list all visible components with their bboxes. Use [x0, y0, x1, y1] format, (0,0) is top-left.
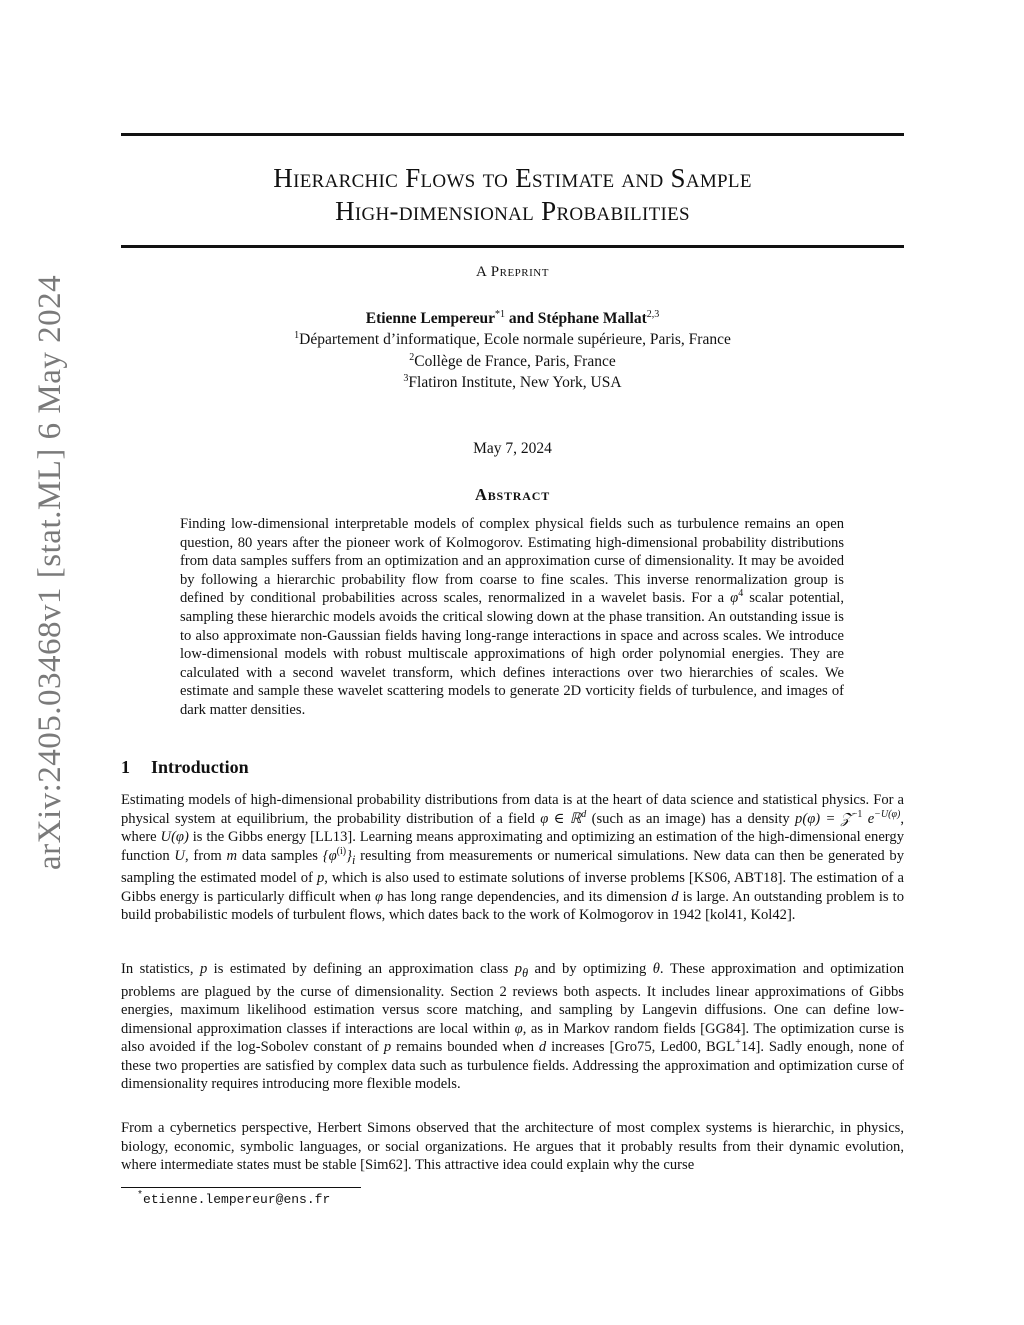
paper-title-line2: High-dimensional Probabilities [335, 196, 690, 226]
math-p: p [316, 870, 325, 887]
arxiv-side-stamp: arXiv:2405.03468v1 [stat.ML] 6 May 2024 [32, 274, 68, 870]
section-title: Introduction [151, 757, 249, 777]
paper-date: May 7, 2024 [473, 440, 552, 457]
math-U-phi: U(φ) [160, 829, 189, 846]
affiliation-2-text: Collège de France, Paris, France [414, 353, 616, 370]
author-1-marks: *1 [495, 308, 506, 320]
author-connector: and [508, 310, 534, 327]
math-phi: φ [730, 590, 739, 607]
affiliation-3-mark: 3 [403, 372, 409, 384]
affiliation-2 [121, 353, 904, 371]
math-density-exp1: −1 [851, 808, 863, 820]
math-plus: + [735, 1037, 741, 1049]
preprint-label: A Preprint [476, 264, 549, 280]
p1-text-10: is large. An outstanding problem is to build probabilistic models of turbulent flows, which dates back to the work of Kolmogorov in 1942 [kol41, Kol42]. [121, 888, 905, 924]
math-p-3: p [383, 1039, 392, 1056]
affiliation-1-text: Département d’informatique, Ecole normale supérieure, Paris, France [299, 331, 731, 348]
p2-text-1: In statistics, [121, 961, 194, 977]
paper-title-line1: Hierarchic Flows to Estimate and Sample [273, 163, 752, 193]
intro-paragraph-2 [121, 960, 904, 1094]
p2-text-7: increases [Gro75, Led00, BGL [551, 1039, 736, 1056]
math-samples-sub: i [351, 852, 356, 867]
author-line [121, 310, 904, 328]
math-samples-end: } [346, 847, 352, 864]
p1-text-7: resulting from measurements or numerical simulations. New data can then be generated by sampling the estimated model of [121, 847, 905, 887]
math-phi-var-2: φ [514, 1020, 523, 1037]
p2-text-5: , as in Markov random fields [GG84]. The optimization curse is also avoided if the log-Sobolev constant of [121, 1020, 904, 1056]
math-phi-in-R: φ ∈ ℝ [540, 810, 582, 827]
p1-text-5: , from [184, 847, 222, 864]
affiliation-3-text: Flatiron Institute, New York, USA [408, 374, 622, 391]
title-bottom-rule [121, 245, 904, 248]
affiliation-1-mark: 1 [294, 329, 300, 341]
math-p-2: p [199, 961, 208, 977]
p1-text-9: has long range dependencies, and its dimension [387, 888, 668, 905]
math-phi-var: φ [374, 888, 384, 905]
section-heading [121, 757, 249, 778]
math-samples: {φ [322, 847, 337, 864]
footnote-mark: * [137, 1190, 144, 1202]
math-phi-exponent: 4 [738, 588, 744, 600]
math-samples-sup: (i) [336, 845, 347, 857]
p1-text-1: Estimating models of high-dimensional probability distributions from data is at the heart of data science and statistical physics. For a physical system at equilibrium, the probability distribution of a field [121, 792, 904, 827]
affiliation-1 [121, 331, 904, 349]
abstract-part-2: scalar potential, sampling these hierarchic models avoids the critical slowing down at the phase transition. An outstanding issue is to also approximate non-Gaussian fields having long-range interactions in space and across scales. We introduce low-dimensional models with robust multiscale approximations of high order polynomial energies. They are calculated with a second wavelet transform, which defines interactions over two hierarchies of scales. We estimate and sample these wavelet scattering models to generate 2D vorticity fields of turbulence, and images of dark matter densities. [180, 590, 844, 718]
p2-text-8: 14]. Sadly enough, none of these two properties are satisfied by complex data such as turbulence fields. Addressing the approximation and optimization curse of dimensionality requires introducing more flexible models. [121, 1039, 904, 1093]
p2-text-2: is estimated by defining an approximation class [213, 961, 509, 977]
math-density-e: e [867, 810, 875, 827]
author-2: Stéphane Mallat [537, 310, 647, 327]
abstract-text [180, 515, 844, 720]
math-R-exponent: d [581, 808, 587, 820]
p1-text-3: , where [121, 810, 904, 846]
affiliation-2-mark: 2 [409, 351, 415, 363]
p2-text-4: . These approximation and optimization problems are plagued by the curse of dimensionality. Section 2 reviews both aspects. It includes linear approximations of Gibbs energies, maximum likelihood estimation versus score matching, and sampling by Langevin diffusions. One can define low-dimensional approximation classes if interactions are local within [121, 961, 905, 1037]
math-m: m [226, 847, 238, 864]
math-density-exp2: −U(φ) [874, 808, 901, 820]
p2-text-6: remains bounded when [396, 1039, 534, 1056]
p1-text-4: is the Gibbs energy [LL13]. Learning means approximating and optimizing an estimation of the high-dimensional energy function [121, 829, 904, 864]
intro-paragraph-3: From a cybernetics perspective, Herbert Simons observed that the architecture of most complex systems is hierarchic, in physics, biology, economic, symbolic languages, or social organizations. He argues that it probably results from their dynamic evolution, where intermediate states must be stable [Sim62]. This attractive idea could explain why the curse [121, 1120, 904, 1174]
footnote-rule [121, 1187, 361, 1188]
footnote [137, 1192, 330, 1207]
p2-text-3: and by optimizing [534, 961, 647, 977]
math-d-2: d [538, 1039, 547, 1056]
p1-text-8: , which is also used to estimate solutions of inverse problems [KS06, ABT18]. The estimation of a Gibbs energy is particularly difficult when [121, 870, 904, 905]
math-theta: θ [652, 961, 660, 977]
author-1: Etienne Lempereur [365, 310, 496, 327]
title-top-rule [121, 133, 904, 136]
math-U: U [174, 847, 185, 864]
math-density: p(φ) = 𝒵 [795, 810, 852, 827]
p1-text-2: (such as an image) has a density [591, 810, 790, 827]
abstract-part-1: Finding low-dimensional interpretable models of complex physical fields such as turbulence remains an open question, 80 years after the pioneer work of Kolmogorov. Estimating high-dimensional probability distributions from data samples suffers from an optimization and an approximation curse of dimensionality. It may be avoided by following a hierarchic probability flow from coarse to fine scales. This inverse renormalization group is defined by conditional probabilities across scales, renormalized in a wavelet basis. For a [180, 516, 844, 607]
abstract-heading: Abstract [475, 485, 550, 504]
math-d: d [671, 888, 679, 905]
footnote-email: etienne.lempereur@ens.fr [143, 1192, 331, 1207]
affiliation-3 [121, 374, 904, 392]
intro-paragraph-1 [121, 791, 904, 925]
p1-text-6: data samples [241, 847, 318, 864]
math-p-theta: p [514, 961, 523, 977]
author-2-marks: 2,3 [646, 308, 660, 320]
section-number: 1 [121, 757, 130, 777]
math-theta-sub: θ [522, 965, 529, 980]
